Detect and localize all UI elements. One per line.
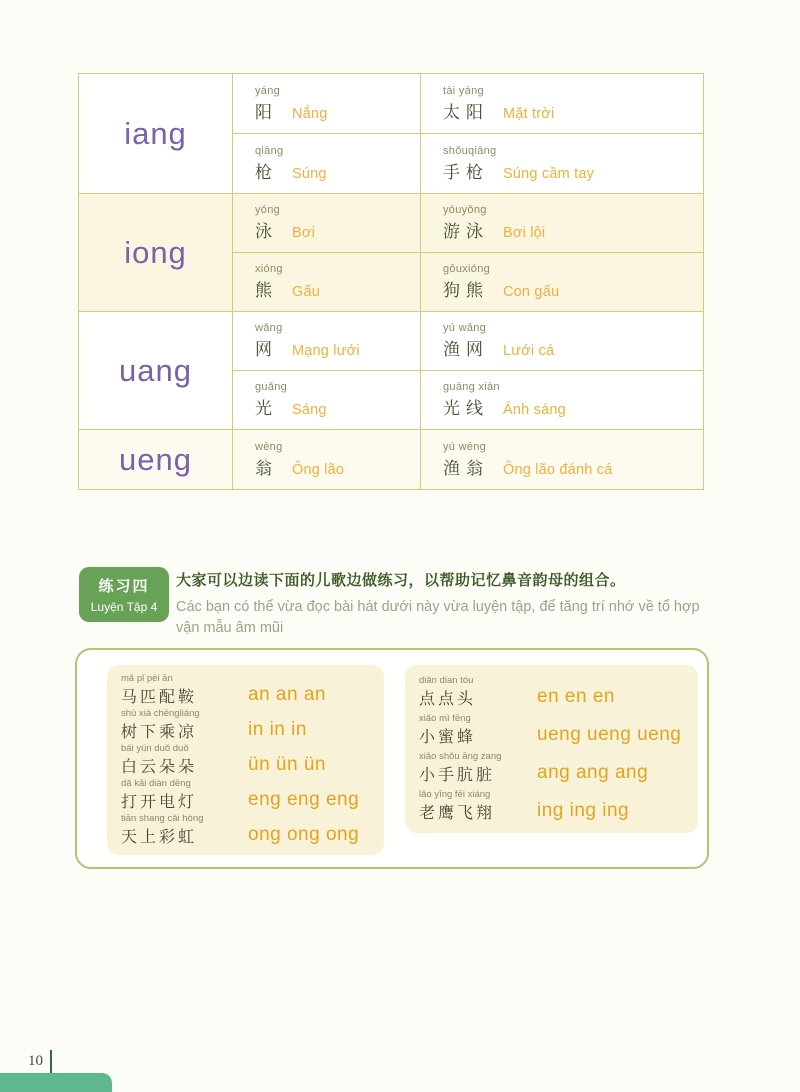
word-cell xyxy=(233,74,421,133)
pinyin-label: gǒuxióng xyxy=(443,263,491,275)
pinyin-label: tài yáng xyxy=(443,84,484,97)
hanzi-text: 树下乘凉 xyxy=(121,724,198,742)
rhyme-item xyxy=(121,673,384,707)
pinyin-label: dǎ kāi diàn dēng xyxy=(121,777,191,789)
rhyme-item xyxy=(419,713,698,747)
viet-translation: Ông lão xyxy=(292,461,345,478)
hanzi-text: 小蜜蜂 xyxy=(419,729,477,746)
hanzi-text: 翁 xyxy=(255,458,278,478)
word-cell xyxy=(421,194,703,252)
hanzi-text: 天上彩虹 xyxy=(121,828,198,846)
hanzi-text: 熊 xyxy=(255,281,278,300)
hanzi-text: 网 xyxy=(255,340,278,359)
hanzi-text: 光线 xyxy=(443,399,489,418)
table-row-iang xyxy=(79,74,703,193)
hanzi-text: 点点头 xyxy=(419,691,477,708)
word-cell xyxy=(233,371,421,429)
pinyin-label: mǎ pǐ pèi ān xyxy=(121,673,173,685)
table-subrow xyxy=(233,370,703,429)
hanzi-text: 小手肮脏 xyxy=(419,767,496,784)
viet-translation: Gấu xyxy=(292,284,321,300)
viet-translation: Con gấu xyxy=(503,284,560,300)
ending-text: ong ong ong xyxy=(248,823,360,845)
ending-text: in in in xyxy=(248,719,307,741)
hanzi-text: 渔网 xyxy=(443,340,489,359)
word-cell xyxy=(421,253,703,311)
word-cell xyxy=(233,253,421,311)
pinyin-label: diǎn dian tóu xyxy=(419,675,474,686)
pinyin-label: yú wēng xyxy=(443,440,487,453)
hanzi-text: 白云朵朵 xyxy=(121,758,198,776)
ending-text: ün ün ün xyxy=(248,753,326,775)
viet-translation: Mạng lưới xyxy=(292,343,360,359)
syllable-label: iong xyxy=(124,234,187,270)
rhyme-item xyxy=(121,778,384,812)
table-subrow xyxy=(233,430,703,489)
ending-text: eng eng eng xyxy=(248,788,360,810)
syllable-cell xyxy=(79,430,233,489)
pinyin-label: yú wǎng xyxy=(443,322,487,334)
ending-text: ang ang ang xyxy=(537,762,649,783)
pinyin-label: shù xià chéngliáng xyxy=(121,708,200,720)
word-cell xyxy=(421,134,703,193)
table-subrow xyxy=(233,74,703,133)
pinyin-label: guāng xiàn xyxy=(443,381,500,393)
ending-text: an an an xyxy=(248,684,326,706)
hanzi-text: 渔翁 xyxy=(443,458,489,478)
hanzi-text: 打开电灯 xyxy=(121,793,198,811)
rhyme-panel-left xyxy=(107,665,384,855)
word-cell xyxy=(233,194,421,252)
word-cell xyxy=(421,371,703,429)
viet-translation: Súng cầm tay xyxy=(503,165,595,182)
ending-text: ueng ueng ueng xyxy=(537,724,682,745)
syllable-label: iang xyxy=(124,115,187,151)
instruction-chinese: 大家可以边读下面的儿歌边做练习，以帮助记忆鼻音韵母的组合。 xyxy=(176,572,626,589)
table-subrow xyxy=(233,312,703,370)
pinyin-label: wǎng xyxy=(255,322,283,334)
corner-tab-shape xyxy=(0,1073,112,1092)
word-cell xyxy=(421,74,703,133)
syllable-label: ueng xyxy=(119,441,192,477)
word-cell xyxy=(421,312,703,370)
pinyin-label: yóng xyxy=(255,204,281,216)
viet-translation: Nắng xyxy=(292,105,328,122)
pinyin-label: bái yún duǒ duǒ xyxy=(121,742,189,754)
rhyme-item xyxy=(419,751,698,785)
rhyme-item xyxy=(121,813,384,847)
exercise-badge xyxy=(79,567,169,622)
rhyme-item xyxy=(121,743,384,777)
hanzi-text: 光 xyxy=(255,399,278,418)
hanzi-text: 手枪 xyxy=(443,162,489,182)
viet-translation: Mặt trời xyxy=(503,105,555,122)
word-cell xyxy=(233,134,421,193)
table-row-uang xyxy=(79,311,703,429)
hanzi-text: 马匹配鞍 xyxy=(121,689,198,707)
exercise-badge-title-vi: Luyện Tập 4 xyxy=(90,600,158,614)
viet-translation: Bơi lội xyxy=(503,225,546,241)
pinyin-label: xióng xyxy=(255,263,283,275)
hanzi-text: 狗熊 xyxy=(443,281,489,300)
viet-translation: Ông lão đánh cá xyxy=(503,461,613,478)
ending-text: en en en xyxy=(537,686,615,707)
viet-translation: Ánh sáng xyxy=(503,402,566,418)
pinyin-label: wēng xyxy=(255,440,283,453)
table-row-iong xyxy=(79,193,703,311)
pinyin-label: qiāng xyxy=(255,144,284,157)
table-subrow xyxy=(233,194,703,252)
practice-rhyme-box xyxy=(75,648,709,869)
table-subrow xyxy=(233,252,703,311)
table-row-ueng xyxy=(79,429,703,489)
syllable-label: uang xyxy=(119,352,192,388)
viet-translation: Bơi xyxy=(292,225,316,241)
rhyme-item xyxy=(419,675,698,709)
pinyin-label: tiān shang cǎi hóng xyxy=(121,812,204,824)
instruction-vietnamese: Các bạn có thể vừa đọc bài hát dưới này vừa luyện tập, để tăng trí nhớ về tổ hợp vận mẫu âm mũi xyxy=(176,599,700,637)
rhyme-item xyxy=(419,789,698,823)
word-cell xyxy=(233,312,421,370)
ending-text: ing ing ing xyxy=(537,800,630,821)
pinyin-label: shǒuqiāng xyxy=(443,144,497,157)
viet-translation: Lưới cá xyxy=(503,343,555,359)
rhyme-item xyxy=(121,708,384,742)
viet-translation: Sáng xyxy=(292,402,327,418)
syllable-cell xyxy=(79,74,233,193)
word-cell xyxy=(421,430,703,489)
hanzi-text: 阳 xyxy=(255,102,278,122)
word-cell xyxy=(233,430,421,489)
syllable-cell xyxy=(79,312,233,429)
pinyin-label: xiǎo shǒu āng zang xyxy=(419,751,502,762)
page-number: 10 xyxy=(28,1053,43,1069)
hanzi-text: 老鹰飞翔 xyxy=(419,805,496,822)
exercise-badge-title-zh: 练习四 xyxy=(98,578,150,595)
pinyin-label: xiǎo mì fēng xyxy=(419,713,471,724)
table-subrow xyxy=(233,133,703,193)
hanzi-text: 太阳 xyxy=(443,102,489,122)
pinyin-label: yáng xyxy=(255,84,281,97)
hanzi-text: 枪 xyxy=(255,162,278,182)
rhyme-panel-right xyxy=(405,665,698,833)
viet-translation: Súng xyxy=(292,165,327,182)
pinyin-label: lǎo yīng fēi xiáng xyxy=(419,789,491,800)
hanzi-text: 泳 xyxy=(255,222,278,241)
vocabulary-table xyxy=(78,73,704,490)
syllable-cell xyxy=(79,194,233,311)
hanzi-text: 游泳 xyxy=(443,222,489,241)
pinyin-label: yóuyǒng xyxy=(443,204,487,216)
exercise-instruction xyxy=(176,569,716,639)
pinyin-label: guǎng xyxy=(255,381,288,393)
